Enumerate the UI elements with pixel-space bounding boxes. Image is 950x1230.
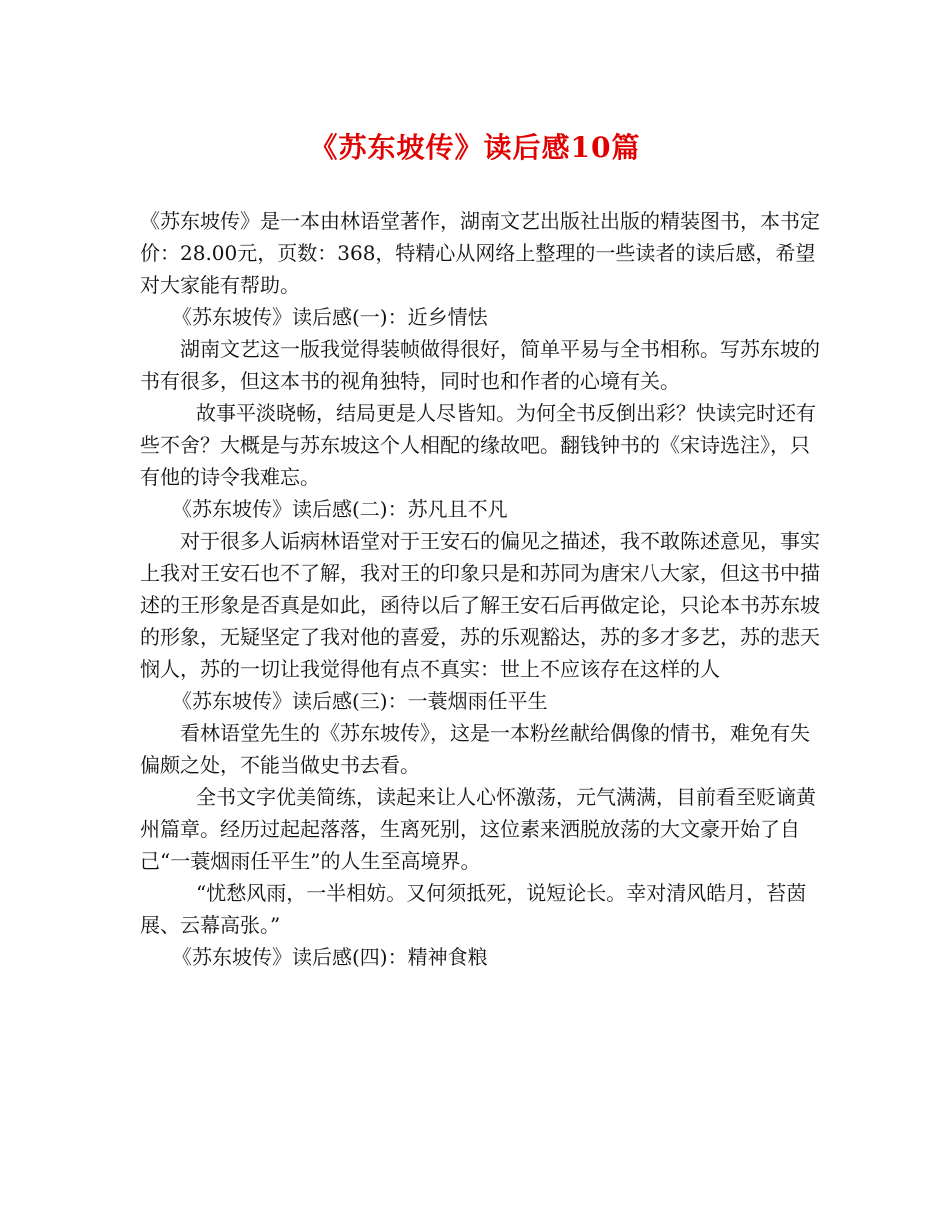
section-3-paragraph-1: 看林语堂先生的《苏东坡传》，这是一本粉丝献给偶像的情书，难免有失偏颇之处，不能当做史书去看。	[140, 721, 810, 777]
intro-paragraph: 《苏东坡传》是一本由林语堂著作，湖南文艺出版社出版的精装图书，本书定价：28.00元，页数：368，特精心从网络上整理的一些读者的读后感，希望对大家能有帮助。	[140, 209, 820, 297]
section-heading-2: 《苏东坡传》读后感(二)：苏凡且不凡	[172, 497, 508, 521]
section-1-paragraph-2: 故事平淡晓畅，结局更是人尽皆知。为何全书反倒出彩？快读完时还有些不舍？大概是与苏东坡这个人相配的缘故吧。翻钱钟书的《宋诗选注》，只有他的诗令我难忘。	[140, 401, 816, 489]
section-heading-3: 《苏东坡传》读后感(三)：一蓑烟雨任平生	[172, 689, 548, 713]
section-3-paragraph-2: 全书文字优美简练，读起来让人心怀激荡，元气满满，目前看至贬谪黄州篇章。经历过起起落落，生离死别，这位素来洒脱放荡的大文豪开始了自己“一蓑烟雨任平生”的人生至高境界。	[140, 785, 816, 873]
document-body	[140, 205, 828, 973]
page-title: 《苏东坡传》读后感10篇	[309, 131, 641, 164]
section-3-paragraph-3: “忧愁风雨，一半相妨。又何须抵死，说短论长。幸对清风皓月，苔茵展、云幕高张。”	[140, 881, 807, 937]
section-2-paragraph-1: 对于很多人诟病林语堂对于王安石的偏见之描述，我不敢陈述意见，事实上我对王安石也不了解，我对王的印象只是和苏同为唐宋八大家，但这书中描述的王形象是否真是如此，函待以后了解王安石后再做定论，只论本书苏东坡的形象，无疑坚定了我对他的喜爱，苏的乐观豁达，苏的多才多艺，苏的悲天悯人，苏的一切让我觉得他有点不真实：世上不应该存在这样的人	[140, 529, 820, 681]
section-heading-1: 《苏东坡传》读后感(一)：近乡情怯	[172, 305, 488, 329]
section-heading-4: 《苏东坡传》读后感(四)：精神食粮	[172, 945, 488, 969]
section-1-paragraph-1: 湖南文艺这一版我觉得装帧做得很好，简单平易与全书相称。写苏东坡的书有很多，但这本书的视角独特，同时也和作者的心境有关。	[140, 337, 820, 393]
